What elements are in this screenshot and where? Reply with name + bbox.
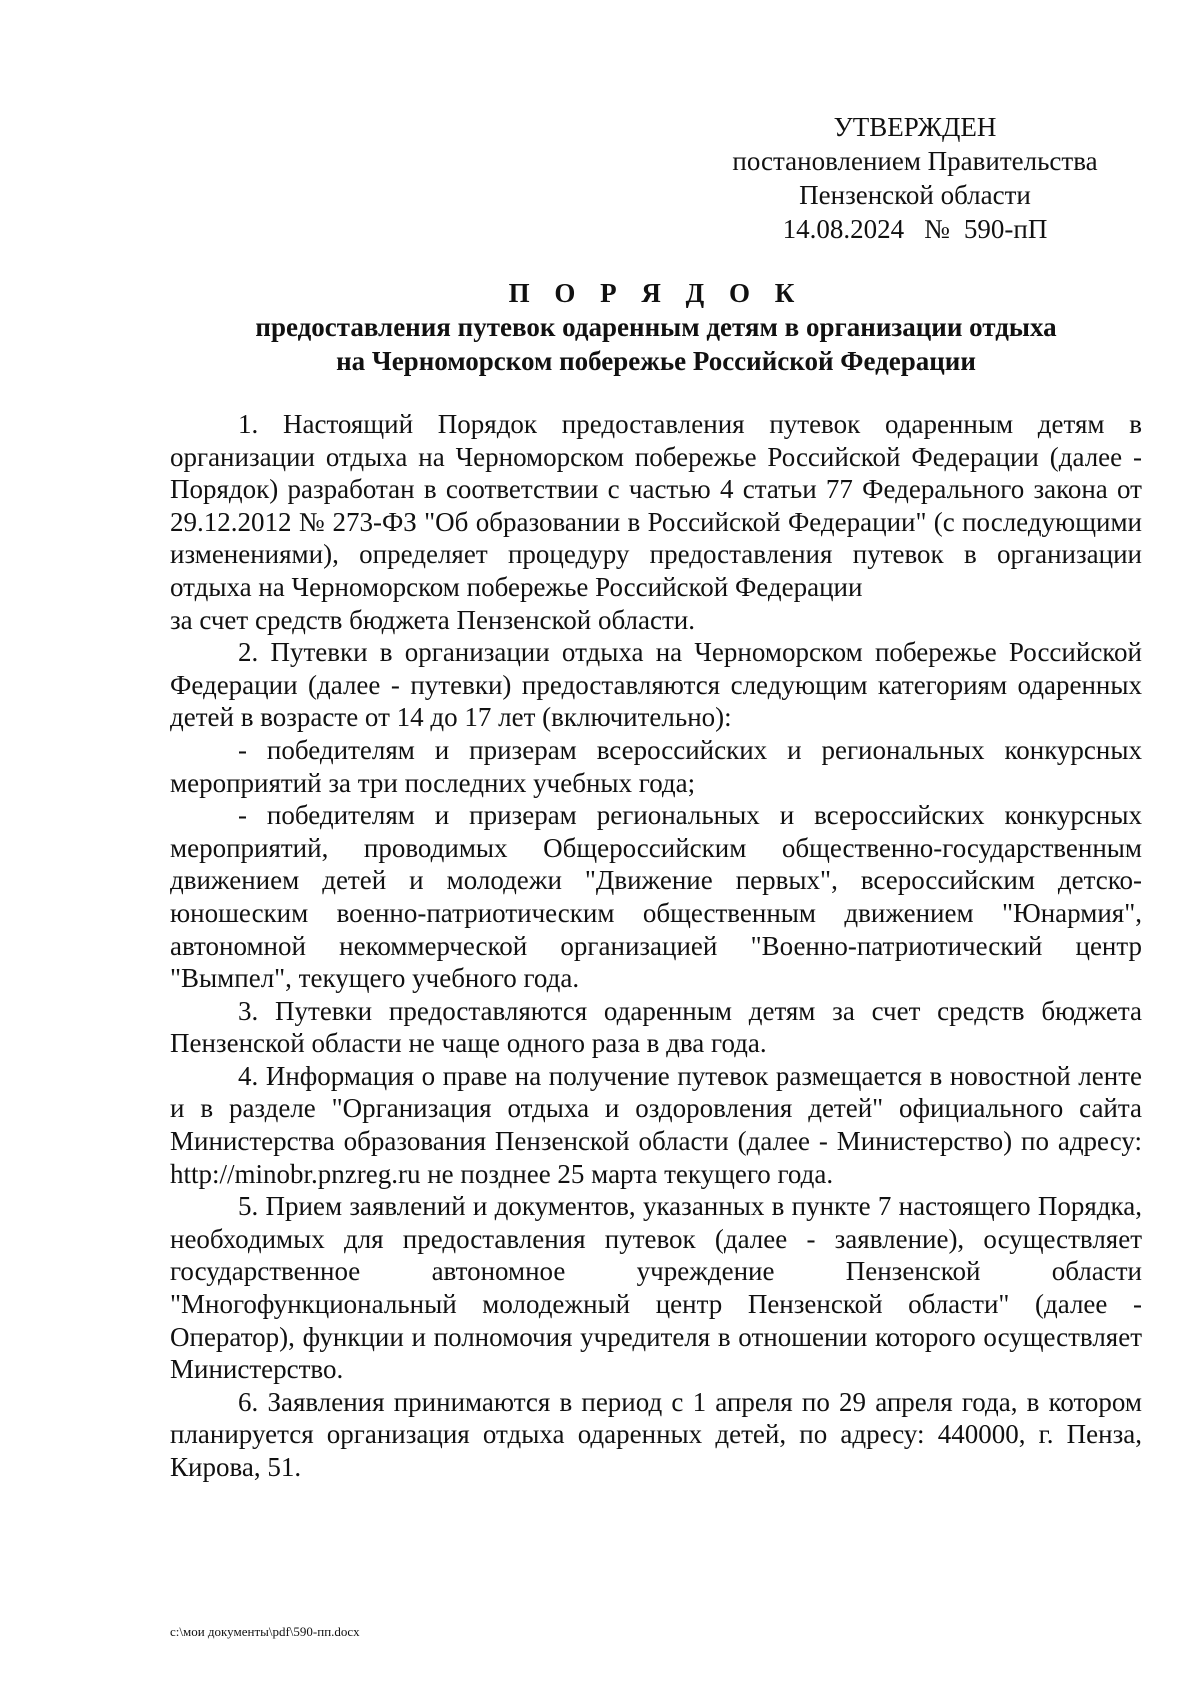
- approval-number-sign: №: [924, 214, 950, 244]
- approval-date-line: [690, 212, 1140, 246]
- paragraph-2-item-a: - победителям и призерам всероссийских и региональных конкурсных мероприятий за три последних учебных года;: [170, 734, 1142, 798]
- paragraph-5: 5. Прием заявлений и документов, указанных в пункте 7 настоящего Порядка, необходимых для предоставления путевок (далее - заявление), осуществляет государственное автономное учреждение Пензенской области "Многофункциональный молодежный центр Пензенской области" (далее - Оператор), функции и полномочия учредителя в отношении которого осуществляет Министерство.: [170, 1191, 1142, 1385]
- paragraph-2-item-b: - победителям и призерам региональных и всероссийских конкурсных мероприятий, проводимых Общероссийским общественно-государственным движением детей и молодежи "Движение первых", всероссийским детско-юношеским военно-патриотическим общественным движением "Юнармия", автономной некоммерческой организацией "Военно-патриотический центр "Вымпел", текущего учебного года.: [170, 800, 1142, 994]
- approval-line-region: Пензенской области: [799, 180, 1031, 210]
- approval-line-decree: постановлением Правительства: [732, 146, 1098, 176]
- paragraph-3: 3. Путевки предоставляются одаренным детям за счет средств бюджета Пензенской области не чаще одного раза в два года.: [170, 995, 1142, 1059]
- approval-date: 14.08.2024: [782, 214, 905, 244]
- document-subtitle-line-1: предоставления путевок одаренным детям в организации отдыха: [255, 312, 1057, 342]
- paragraph-2: 2. Путевки в организации отдыха на Черноморском побережье Российской Федерации (далее - путевки) предоставляются следующим категориям одаренных детей в возрасте от 14 до 17 лет (включительно):: [170, 637, 1142, 733]
- paragraph-1-continuation: за счет средств бюджета Пензенской области.: [170, 604, 695, 635]
- paragraph-1: 1. Настоящий Порядок предоставления путевок одаренным детям в организации отдыха на Черноморском побережье Российской Федерации (далее - Порядок) разработан в соответствии с частью 4 статьи 77 Федерального закона от 29.12.2012 № 273-ФЗ "Об образовании в Российской Федерации" (с последующими изменениями), определяет процедуру предоставления путевок в организации отдыха на Черноморском побережье Российской Федерации: [170, 409, 1142, 602]
- paragraph-6: 6. Заявления принимаются в период с 1 апреля по 29 апреля года, в котором планируется организация отдыха одаренных детей, по адресу: 440000, г. Пенза, Кирова, 51.: [170, 1386, 1142, 1482]
- footer-file-path: c:\мои документы\pdf\590-пп.docx: [170, 1624, 360, 1639]
- approval-stamp-title: УТВЕРЖДЕН: [833, 112, 997, 142]
- document-subtitle-line-2: на Черноморском побережье Российской Федерации: [336, 346, 976, 376]
- document-body: [170, 408, 1142, 1484]
- approval-block: [690, 110, 1140, 246]
- document-heading: П О Р Я Д О К: [508, 278, 804, 308]
- paragraph-4: 4. Информация о праве на получение путевок размещается в новостной ленте и в разделе "Организация отдыха и оздоровления детей" официального сайта Министерства образования Пензенской области (далее - Министерство) по адресу: http://minobr.pnzreg.ru не позднее 25 марта текущего года.: [170, 1060, 1142, 1189]
- approval-number: 590-пП: [963, 214, 1048, 244]
- document-title: [170, 276, 1142, 378]
